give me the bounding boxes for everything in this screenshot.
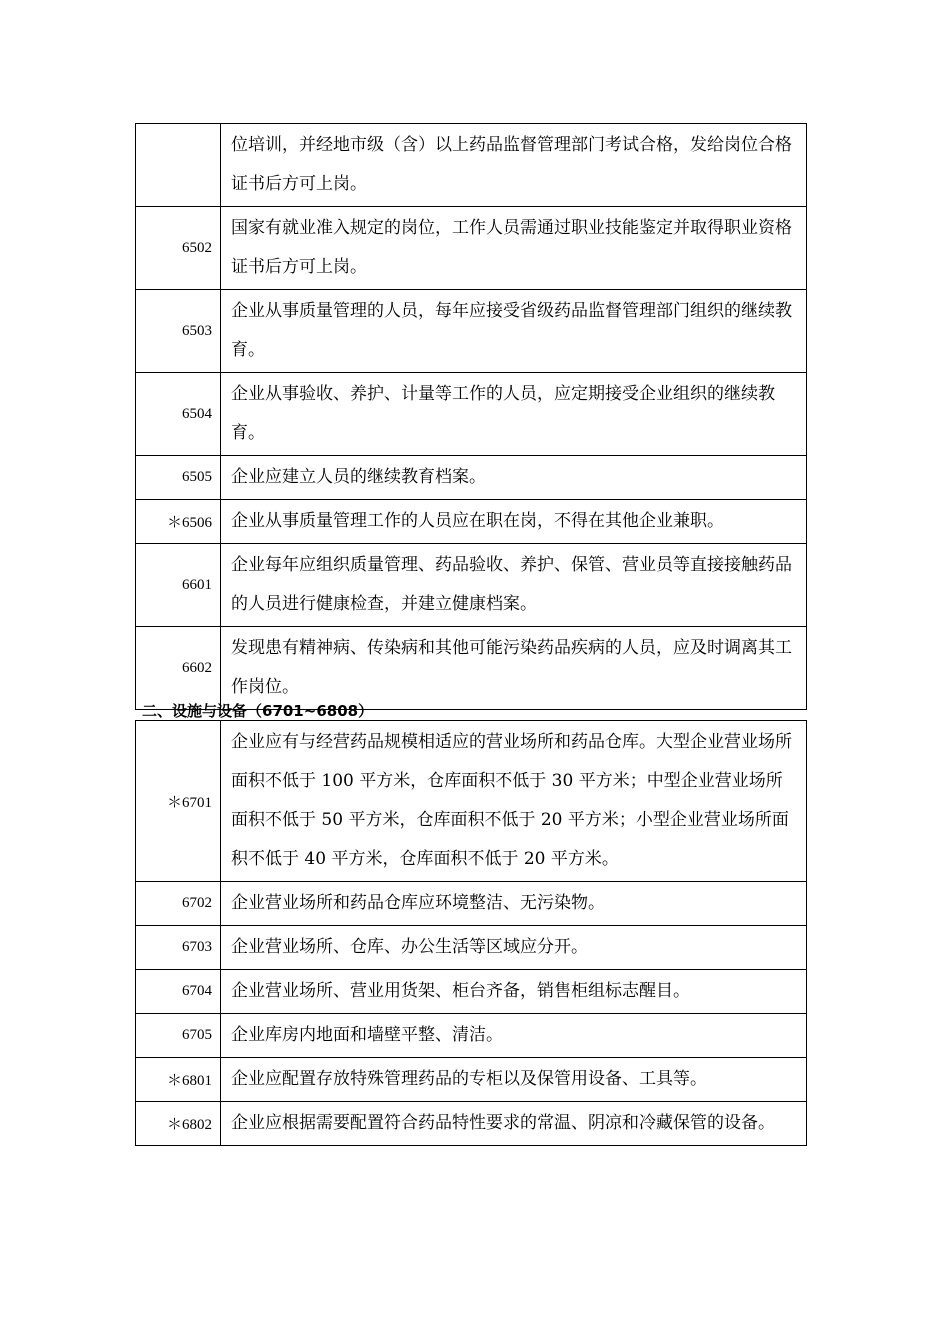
item-code: 6705 (136, 1014, 221, 1058)
item-code: 6704 (136, 970, 221, 1014)
item-code: ＊6801 (136, 1058, 221, 1102)
table-row (136, 721, 807, 882)
item-text: 企业库房内地面和墙壁平整、清洁。 (221, 1014, 807, 1058)
requirements-table-facilities (135, 720, 807, 1146)
item-text: 国家有就业准入规定的岗位，工作人员需通过职业技能鉴定并取得职业资格证书后方可上岗。 (221, 207, 807, 290)
item-text: 位培训，并经地市级（含）以上药品监督管理部门考试合格，发给岗位合格证书后方可上岗。 (221, 124, 807, 207)
item-code: ＊6701 (136, 721, 221, 882)
item-text: 企业每年应组织质量管理、药品验收、养护、保管、营业员等直接接触药品的人员进行健康检查，并建立健康档案。 (221, 544, 807, 627)
item-text: 企业从事质量管理的人员，每年应接受省级药品监督管理部门组织的继续教育。 (221, 290, 807, 373)
item-text: 企业应建立人员的继续教育档案。 (221, 456, 807, 500)
table-row (136, 970, 807, 1014)
table-row (136, 290, 807, 373)
table-row (136, 926, 807, 970)
table-row (136, 207, 807, 290)
item-code: 6703 (136, 926, 221, 970)
table-row (136, 1014, 807, 1058)
item-text: 企业应根据需要配置符合药品特性要求的常温、阴凉和冷藏保管的设备。 (221, 1102, 807, 1146)
table-row (136, 456, 807, 500)
table-row (136, 627, 807, 710)
item-text: 企业从事验收、养护、计量等工作的人员，应定期接受企业组织的继续教育。 (221, 373, 807, 456)
item-code: 6601 (136, 544, 221, 627)
item-code: 6702 (136, 882, 221, 926)
table-row (136, 544, 807, 627)
item-code (136, 124, 221, 207)
table-row (136, 882, 807, 926)
table-row (136, 124, 807, 207)
item-code: 6503 (136, 290, 221, 373)
item-text: 发现患有精神病、传染病和其他可能污染药品疾病的人员，应及时调离其工作岗位。 (221, 627, 807, 710)
section-heading: 二、设施与设备（6701~6808） (142, 702, 374, 720)
item-code: 6505 (136, 456, 221, 500)
item-text: 企业营业场所、营业用货架、柜台齐备，销售柜组标志醒目。 (221, 970, 807, 1014)
item-text: 企业营业场所和药品仓库应环境整洁、无污染物。 (221, 882, 807, 926)
item-code: 6504 (136, 373, 221, 456)
item-code: 6502 (136, 207, 221, 290)
item-text: 企业营业场所、仓库、办公生活等区域应分开。 (221, 926, 807, 970)
table-row (136, 1058, 807, 1102)
item-text: 企业应配置存放特殊管理药品的专柜以及保管用设备、工具等。 (221, 1058, 807, 1102)
item-code: ＊6506 (136, 500, 221, 544)
item-text: 企业从事质量管理工作的人员应在职在岗，不得在其他企业兼职。 (221, 500, 807, 544)
table-row (136, 373, 807, 456)
item-text: 企业应有与经营药品规模相适应的营业场所和药品仓库。大型企业营业场所面积不低于 100 平方米，仓库面积不低于 30 平方米；中型企业营业场所面积不低于 50 平方米，仓库面积不低于 20 平方米；小型企业营业场所面积不低于 40 平方米，仓库面积不低于 20 平方米。 (221, 721, 807, 882)
table-row (136, 500, 807, 544)
item-code: ＊6802 (136, 1102, 221, 1146)
table-row (136, 1102, 807, 1146)
requirements-table-personnel (135, 123, 807, 710)
item-code: 6602 (136, 627, 221, 710)
